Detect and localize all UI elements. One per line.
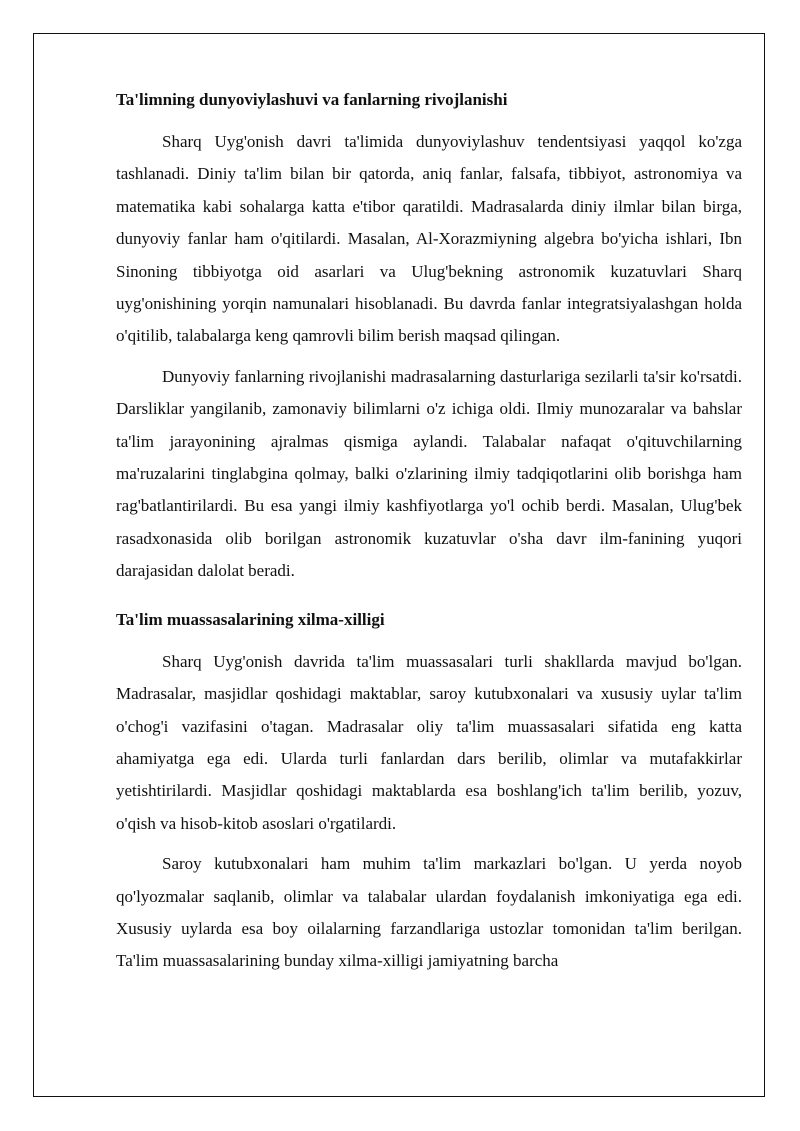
paragraph: Saroy kutubxonalari ham muhim ta'lim markazlari bo'lgan. U yerda noyob qo'lyozmalar saqlanib, olimlar va talabalar ulardan foydalanish imkoniyatiga ega edi. Xususiy uylarda esa boy oilalarning farzandlariga ustozlar tomonidan ta'lim berilgan. Ta'lim muassasalarining bunday xilma-xilligi jamiyatning barcha — [116, 854, 742, 971]
paragraph: Sharq Uyg'onish davrida ta'lim muassasalari turli shakllarda mavjud bo'lgan. Madrasalar, masjidlar qoshidagi maktablar, saroy kutubxonalari va xususiy uylar ta'lim o'chog'i vazifasini o'tagan. Madrasalar oliy ta'lim muassasalari sifatida eng katta ahamiyatga ega edi. Ularda turli fanlardan dars berilib, olimlar va mutafakkirlar yetishtirilardi. Masjidlar qoshidagi maktablarda esa boshlang'ich ta'lim berilib, yozuv, o'qish va hisob-kitob asoslari o'rgatilardi. — [116, 651, 742, 833]
section-heading-institutions: Ta'lim muassasalarining xilma-xilligi — [116, 609, 385, 629]
paragraph: Dunyoviy fanlarning rivojlanishi madrasalarning dasturlariga sezilarli ta'sir ko'rsatdi. Darsliklar yangilanib, zamonaviy bilimlarni o'z ichiga oldi. Ilmiy munozaralar va bahslar ta'lim jarayonining ajralmas qismiga aylandi. Talabalar nafaqat o'qituvchilarning ma'ruzalarini tinglabgina qolmay, balki o'zlarining ilmiy tadqiqotlarini olib borishga ham rag'batlantirilardi. Bu esa yangi ilmiy kashfiyotlarga yo'l ochib berdi. Masalan, Ulug'bek rasadxonasida olib borilgan astronomik kuzatuvlar o'sha davr ilm-fanining yuqori darajasidan dalolat beradi. — [116, 366, 742, 581]
paragraph: Sharq Uyg'onish davri ta'limida dunyoviylashuv tendentsiyasi yaqqol ko'zga tashlanadi. Diniy ta'lim bilan bir qatorda, aniq fanlar, falsafa, tibbiyot, astronomiya va matematika kabi sohalarga katta e'tibor qaratildi. Madrasalarda diniy ilmlar bilan birga, dunyoviy fanlar ham o'qitilardi. Masalan, Al-Xorazmiyning algebra bo'yicha ishlari, Ibn Sinoning tibbiyotga oid asarlari va Ulug'bekning astronomik kuzatuvlari Sharq uyg'onishining yorqin namunalari hisoblanadi. Bu davrda fanlar integratsiyalashgan holda o'qitilib, talabalarga keng qamrovli bilim berish maqsad qilingan. — [116, 132, 742, 346]
document-body — [116, 84, 742, 986]
section-heading-secularization: Ta'limning dunyoviylashuvi va fanlarning rivojlanishi — [116, 90, 508, 109]
